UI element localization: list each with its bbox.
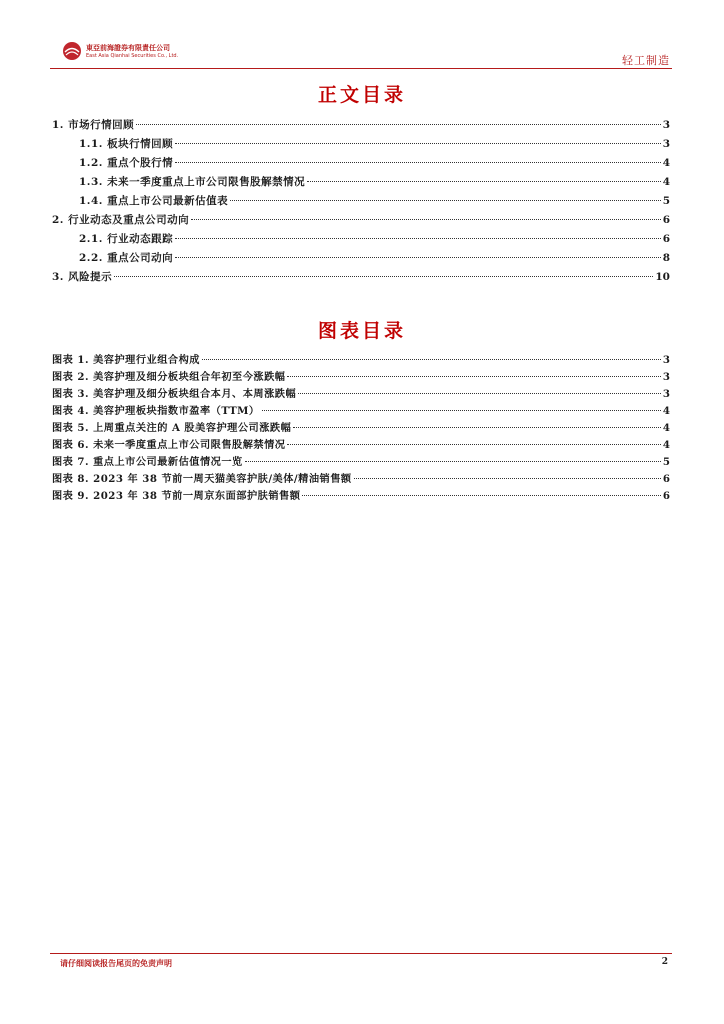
- toc-entry-page: 6: [662, 233, 670, 245]
- dot-leader: [175, 257, 661, 258]
- dot-leader: [298, 393, 661, 394]
- toc-entry-page: 4: [662, 157, 670, 169]
- toc-entry[interactable]: [52, 231, 670, 250]
- figure-entry-page: 3: [662, 388, 670, 400]
- figure-entry-text: 图表 1. 美容护理行业组合构成: [52, 354, 200, 366]
- figure-entry[interactable]: [52, 436, 670, 453]
- dot-leader: [191, 219, 661, 220]
- disclaimer-note: 请仔细阅读报告尾页的免责声明: [60, 959, 172, 968]
- dot-leader: [293, 427, 661, 428]
- figure-entry-text: 图表 5. 上周重点关注的 A 股美容护理公司涨跌幅: [52, 422, 292, 434]
- toc-entry[interactable]: [52, 250, 670, 269]
- figure-entry[interactable]: [52, 368, 670, 385]
- figure-entry[interactable]: [52, 402, 670, 419]
- dot-leader: [287, 376, 660, 377]
- page-number: 2: [661, 957, 668, 967]
- toc-entry[interactable]: [52, 136, 670, 155]
- figure-entry-text: 图表 4. 美容护理板块指数市盈率（TTM）: [52, 405, 260, 417]
- company-name-en: East Asia Qianhai Securities Co., Ltd.: [86, 53, 179, 59]
- toc-entry-text: 2.2. 重点公司动向: [79, 252, 174, 264]
- figures-title: 图表目录: [317, 320, 406, 342]
- page-header: [0, 0, 724, 70]
- toc-entry-text: 1.1. 板块行情回顾: [79, 138, 174, 150]
- toc-entry[interactable]: [52, 117, 670, 136]
- figure-entry-text: 图表 2. 美容护理及细分板块组合年初至今涨跌幅: [52, 371, 286, 383]
- figure-entry[interactable]: [52, 487, 670, 504]
- figure-entry-page: 6: [662, 490, 670, 502]
- figure-entry[interactable]: [52, 385, 670, 402]
- dot-leader: [175, 238, 661, 239]
- company-logo-icon: [62, 41, 82, 61]
- dot-leader: [262, 410, 661, 411]
- figure-entry-page: 3: [662, 371, 670, 383]
- figure-entry-page: 3: [662, 354, 670, 366]
- dot-leader: [202, 359, 661, 360]
- toc-entry-page: 6: [662, 214, 670, 226]
- dot-leader: [230, 200, 661, 201]
- dot-leader: [287, 444, 660, 445]
- industry-label: 轻工制造: [622, 54, 670, 67]
- figures-list: [52, 351, 670, 504]
- figure-entry[interactable]: [52, 470, 670, 487]
- figure-entry-text: 图表 8. 2023 年 38 节前一周天猫美容护肤/美体/精油销售额: [52, 473, 352, 485]
- toc-entry-text: 2. 行业动态及重点公司动向: [52, 214, 190, 226]
- toc-title: 正文目录: [317, 84, 406, 106]
- footer-divider: [50, 953, 672, 954]
- toc-entry-text: 1.4. 重点上市公司最新估值表: [79, 195, 229, 207]
- figure-entry-page: 4: [662, 439, 670, 451]
- figure-entry-page: 6: [662, 473, 670, 485]
- toc-entry[interactable]: [52, 193, 670, 212]
- dot-leader: [114, 276, 653, 277]
- figure-entry[interactable]: [52, 351, 670, 368]
- figure-entry-text: 图表 6. 未来一季度重点上市公司限售股解禁情况: [52, 439, 286, 451]
- dot-leader: [175, 143, 661, 144]
- toc-entry-page: 3: [662, 138, 670, 150]
- toc-entry-page: 4: [662, 176, 670, 188]
- toc-entry[interactable]: [52, 174, 670, 193]
- dot-leader: [245, 461, 661, 462]
- figure-entry[interactable]: [52, 419, 670, 436]
- company-name-cn: 東亞前海證券有限責任公司: [86, 44, 170, 52]
- figure-entry[interactable]: [52, 453, 670, 470]
- dot-leader: [136, 124, 661, 125]
- toc-entry-text: 3. 风险提示: [52, 271, 113, 283]
- dot-leader: [354, 478, 661, 479]
- dot-leader: [302, 495, 661, 496]
- toc-list: [52, 117, 670, 288]
- figure-entry-page: 4: [662, 422, 670, 434]
- toc-entry-text: 1.3. 未来一季度重点上市公司限售股解禁情况: [79, 176, 306, 188]
- toc-entry[interactable]: [52, 269, 670, 288]
- dot-leader: [307, 181, 661, 182]
- toc-entry-text: 1.2. 重点个股行情: [79, 157, 174, 169]
- toc-entry-text: 2.1. 行业动态跟踪: [79, 233, 174, 245]
- toc-entry-page: 8: [662, 252, 670, 264]
- header-divider: [50, 68, 672, 69]
- figure-entry-text: 图表 9. 2023 年 38 节前一周京东面部护肤销售额: [52, 490, 301, 502]
- figure-entry-text: 图表 7. 重点上市公司最新估值情况一览: [52, 456, 243, 468]
- figure-entry-page: 5: [662, 456, 670, 468]
- dot-leader: [175, 162, 661, 163]
- toc-entry[interactable]: [52, 212, 670, 231]
- figure-entry-page: 4: [662, 405, 670, 417]
- toc-entry-page: 3: [662, 119, 670, 131]
- toc-entry[interactable]: [52, 155, 670, 174]
- toc-entry-page: 10: [655, 271, 670, 283]
- toc-entry-text: 1. 市场行情回顾: [52, 119, 135, 131]
- figure-entry-text: 图表 3. 美容护理及细分板块组合本月、本周涨跌幅: [52, 388, 297, 400]
- toc-entry-page: 5: [662, 195, 670, 207]
